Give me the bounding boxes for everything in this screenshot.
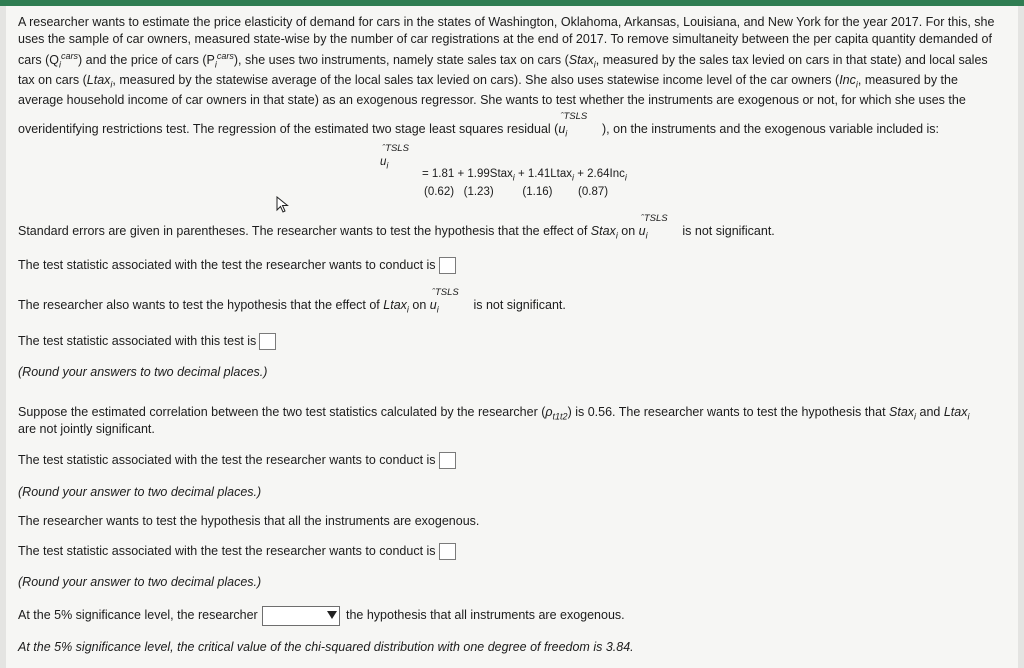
question-4-prompt: The test statistic associated with the test the researcher wants to conduct is	[18, 543, 456, 560]
intro-line-6: overidentifying restrictions test. The regression of the estimated two stage least squares residual ( ˆTSLS $u_i$ ), on the instruments and the exogenous variable included is:	[18, 111, 940, 139]
question-2-text: The researcher also wants to test the hypothesis that the effect of Ltax$_i$ on ˆTSLS $u_i$ is not significant.	[18, 287, 566, 315]
question-3-text-cont: are not jointly significant.	[18, 422, 155, 436]
intro-line-3: cars $(Q_i^{cars})$ and the price of cars $(P_i^{cars})$, she uses two instruments, namely state sales tax on cars (Stax$_i$, measured by the sales tax levied on cars in that state) and local sales	[18, 50, 988, 70]
intro-line-1: A researcher wants to estimate the price elasticity of demand for cars in the states of Washington, Oklahoma, Arkansas, Louisiana, and New York for the year 2017. For this, she	[18, 15, 995, 29]
question-5-text-start: At the 5% significance level, the researcher	[18, 608, 258, 622]
question-3-text: Suppose the estimated correlation between the two test statistics calculated by the researcher $(\rho_{t1t2})$ is 0.56. The researcher wants to test the hypothesis that Stax$_i$ and Ltax$_i$	[18, 405, 970, 422]
equation-rhs: = 1.81 + 1.99Stax$_i$ + 1.41Ltax$_i$ + 2.64Inc$_i$	[422, 168, 627, 183]
decision-dropdown[interactable]	[262, 606, 340, 626]
answer-input-1[interactable]	[439, 257, 456, 274]
question-card	[6, 6, 1018, 668]
equation-standard-errors: (0.62) (1.23) (1.16) (0.87)	[424, 186, 609, 198]
question-4-text: The researcher wants to test the hypothesis that all the instruments are exogenous.	[18, 514, 480, 528]
question-3-prompt: The test statistic associated with the test the researcher wants to conduct is	[18, 452, 456, 469]
answer-input-4[interactable]	[439, 543, 456, 560]
mouse-cursor-icon	[276, 196, 290, 214]
dropdown-arrow-icon	[327, 611, 337, 619]
intro-line-5: average household income of car owners in that state) as an exogenous regressor. She wants to test whether the instruments are exogenous or not, for which she uses the	[18, 93, 966, 107]
footnote-critical-value: At the 5% significance level, the critical value of the chi-squared distribution with one degree of freedom is 3.84.	[18, 640, 634, 654]
answer-input-2[interactable]	[259, 333, 276, 350]
intro-line-2: uses the sample of car owners, measured state-wise by the number of car registrations at the end of 2017. To remove simultaneity between the per capita quantity demanded of	[18, 32, 992, 46]
question-1-text: Standard errors are given in parentheses. The researcher wants to test the hypothesis that the effect of Stax$_i$ on ˆTSLS $u_i$ is not significant.	[18, 213, 775, 241]
equation-lhs: ˆTSLS $u_i$	[380, 143, 409, 171]
question-5-text-end: the hypothesis that all instruments are exogenous.	[346, 608, 625, 622]
intro-line-4: tax on cars (Ltax$_i$, measured by the statewise average of the local sales tax levied on cars). She also uses statewise income level of the car owners (Inc$_i$, measured by the	[18, 73, 958, 90]
rounding-instruction-1: (Round your answers to two decimal places.)	[18, 365, 268, 379]
rounding-instruction-2: (Round your answer to two decimal places.)	[18, 485, 262, 499]
rounding-instruction-3: (Round your answer to two decimal places.)	[18, 575, 262, 589]
answer-input-3[interactable]	[439, 452, 456, 469]
question-1-prompt: The test statistic associated with the test the researcher wants to conduct is	[18, 257, 456, 274]
question-2-prompt: The test statistic associated with this test is	[18, 333, 276, 350]
residual-symbol: ˆTSLS $u_i$	[558, 111, 588, 139]
